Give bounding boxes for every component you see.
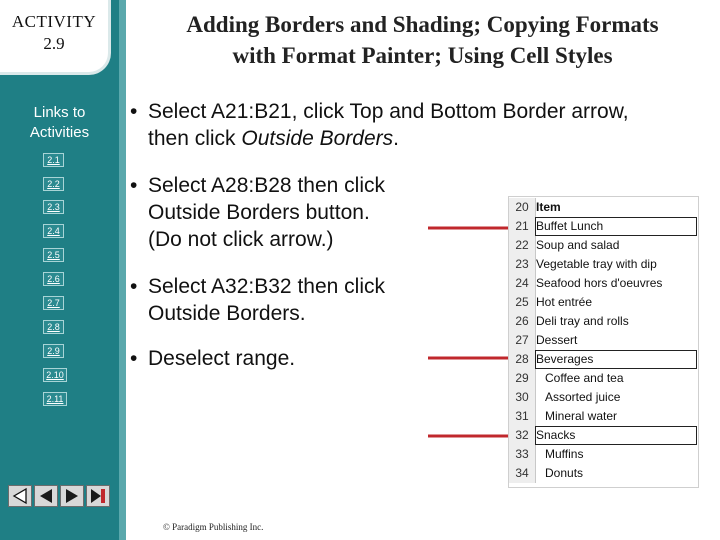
sheet-cell: Vegetable tray with dip (536, 257, 657, 271)
sheet-cell: Hot entrée (536, 295, 593, 309)
sheet-cell: Deli tray and rolls (536, 314, 629, 328)
title-line1: Adding Borders and Shading; Copying Formats (186, 12, 659, 37)
sheet-cell: Buffet Lunch (536, 219, 604, 233)
activity-link-2-1[interactable]: 2.1 (43, 153, 64, 167)
sheet-row-26 (509, 312, 698, 331)
outside-border-row-21 (535, 217, 697, 236)
sheet-row-27 (509, 331, 698, 350)
row-number: 33 (509, 445, 536, 464)
sheet-row-22 (509, 236, 698, 255)
activity-link-2-9[interactable]: 2.9 (43, 344, 64, 358)
sheet-cell: Coffee and tea (545, 371, 624, 385)
sheet-cell: Soup and salad (536, 238, 620, 252)
activity-link-2-6[interactable]: 2.6 (43, 272, 64, 286)
row-number: 26 (509, 312, 536, 331)
outside-border-row-32 (535, 426, 697, 445)
sheet-cell: Item (536, 200, 561, 214)
bullet-3-line2: Outside Borders. (148, 302, 306, 325)
sheet-cell: Dessert (536, 333, 578, 347)
row-number: 27 (509, 331, 536, 350)
sheet-cell: Assorted juice (545, 390, 621, 404)
sheet-row-31 (509, 407, 698, 426)
activity-link-2-3[interactable]: 2.3 (43, 200, 64, 214)
activity-number: 2.9 (43, 34, 65, 53)
activity-link-2-4[interactable]: 2.4 (43, 224, 64, 238)
sheet-row-24 (509, 274, 698, 293)
copyright-notice: © Paradigm Publishing Inc. (163, 522, 264, 532)
sheet-row-33 (509, 445, 698, 464)
sheet-row-25 (509, 293, 698, 312)
row-number: 25 (509, 293, 536, 312)
row-number: 21 (509, 217, 536, 236)
row-number: 32 (509, 426, 536, 445)
activity-link-2-7[interactable]: 2.7 (43, 296, 64, 310)
row-number: 29 (509, 369, 536, 388)
sheet-cell: Seafood hors d'oeuvres (536, 276, 663, 290)
sheet-cell: Donuts (545, 466, 584, 480)
links-title-line1: Links to (33, 104, 86, 121)
activity-link-2-2[interactable]: 2.2 (43, 177, 64, 191)
bullet-2-line3: (Do not click arrow.) (148, 228, 334, 251)
sheet-cell: Muffins (545, 447, 584, 461)
row-number: 20 (509, 198, 536, 217)
bullet-1-line1: Select A21:B21, click Top and Bottom Border arrow, (148, 100, 629, 123)
sheet-cell: Snacks (536, 428, 576, 442)
bullet-2-line1: Select A28:B28 then click (148, 174, 385, 197)
bullet-1-emphasis: Outside Borders (241, 127, 394, 150)
bullet-1-text: then click (148, 127, 242, 150)
links-title-line2: Activities (29, 124, 90, 141)
row-number: 28 (509, 350, 536, 369)
bullet-dot: • (130, 275, 138, 298)
row-number: 31 (509, 407, 536, 426)
bullet-dot: • (130, 174, 138, 197)
bullet-3-line1: Select A32:B32 then click (148, 275, 385, 298)
sheet-row-29 (509, 369, 698, 388)
sheet-row-34 (509, 464, 698, 483)
activity-link-2-10[interactable]: 2.10 (43, 368, 67, 382)
spreadsheet-excerpt (508, 196, 699, 488)
row-number: 34 (509, 464, 536, 483)
bullet-4-line1: Deselect range. (148, 347, 296, 370)
activity-link-2-11[interactable]: 2.11 (43, 392, 67, 406)
sheet-cell: Mineral water (545, 409, 618, 423)
outside-border-row-28 (535, 350, 697, 369)
sheet-row-23 (509, 255, 698, 274)
bullet-dot: • (130, 100, 138, 123)
sheet-row-20 (509, 198, 698, 217)
activity-link-2-8[interactable]: 2.8 (43, 320, 64, 334)
row-number: 24 (509, 274, 536, 293)
sheet-cell: Beverages (536, 352, 594, 366)
row-number: 22 (509, 236, 536, 255)
bullet-2-line2: Outside Borders button. (148, 201, 370, 224)
title-line2: with Format Painter; Using Cell Styles (232, 43, 613, 68)
activity-label: ACTIVITY (11, 12, 97, 31)
row-number: 30 (509, 388, 536, 407)
activity-link-2-5[interactable]: 2.5 (43, 248, 64, 262)
row-number: 23 (509, 255, 536, 274)
bullet-1-end: . (393, 127, 399, 150)
sheet-row-30 (509, 388, 698, 407)
bullet-dot: • (130, 347, 138, 370)
